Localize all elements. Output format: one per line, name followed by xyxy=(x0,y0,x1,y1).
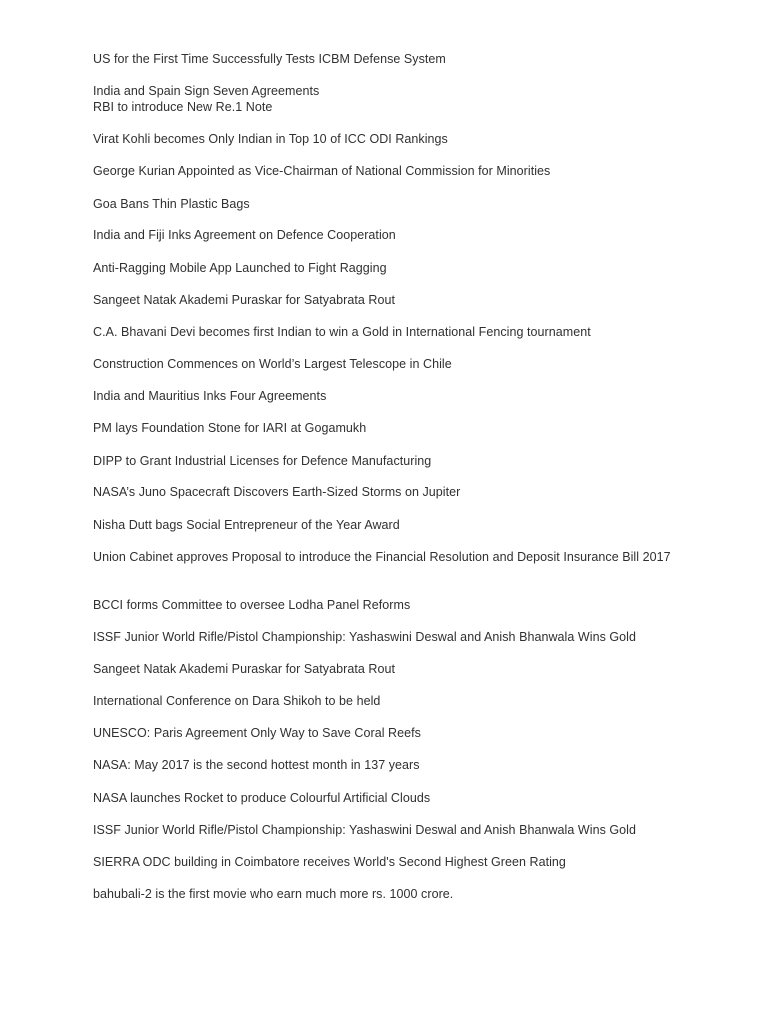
headline: RBI to introduce New Re.1 Note xyxy=(93,100,273,114)
headline: Union Cabinet approves Proposal to introduce the Financial Resolution and Deposit Insurance Bill 2017 xyxy=(93,550,671,564)
headline: NASA launches Rocket to produce Colourful Artificial Clouds xyxy=(93,791,431,805)
headline: International Conference on Dara Shikoh to be held xyxy=(93,694,381,708)
headline: BCCI forms Committee to oversee Lodha Panel Reforms xyxy=(93,598,411,612)
headline: ISSF Junior World Rifle/Pistol Championship: Yashaswini Deswal and Anish Bhanwala Wins Gold xyxy=(93,630,636,644)
headline: NASA’s Juno Spacecraft Discovers Earth-Sized Storms on Jupiter xyxy=(93,485,461,499)
headline: DIPP to Grant Industrial Licenses for Defence Manufacturing xyxy=(93,454,432,468)
headline: C.A. Bhavani Devi becomes first Indian to win a Gold in International Fencing tournament xyxy=(93,325,591,339)
headline: Nisha Dutt bags Social Entrepreneur of the Year Award xyxy=(93,518,400,532)
headline: ISSF Junior World Rifle/Pistol Championship: Yashaswini Deswal and Anish Bhanwala Wins Gold xyxy=(93,823,636,837)
headline: UNESCO: Paris Agreement Only Way to Save Coral Reefs xyxy=(93,726,421,740)
headline: India and Spain Sign Seven Agreements xyxy=(93,84,320,98)
headline: Construction Commences on World’s Largest Telescope in Chile xyxy=(93,357,452,371)
headline: NASA: May 2017 is the second hottest month in 137 years xyxy=(93,758,420,772)
headline: Anti-Ragging Mobile App Launched to Fight Ragging xyxy=(93,261,387,275)
headline: India and Mauritius Inks Four Agreements xyxy=(93,389,327,403)
headline: Sangeet Natak Akademi Puraskar for Satyabrata Rout xyxy=(93,293,395,307)
headline: SIERRA ODC building in Coimbatore receives World's Second Highest Green Rating xyxy=(93,855,566,869)
headline: Virat Kohli becomes Only Indian in Top 10 of ICC ODI Rankings xyxy=(93,132,448,146)
headline: Goa Bans Thin Plastic Bags xyxy=(93,197,250,211)
headline: US for the First Time Successfully Tests ICBM Defense System xyxy=(93,52,446,66)
headline: bahubali-2 is the first movie who earn much more rs. 1000 crore. xyxy=(93,887,454,901)
headline: PM lays Foundation Stone for IARI at Gogamukh xyxy=(93,421,367,435)
headline: George Kurian Appointed as Vice-Chairman of National Commission for Minorities xyxy=(93,164,551,178)
headline: Sangeet Natak Akademi Puraskar for Satyabrata Rout xyxy=(93,662,395,676)
headline: India and Fiji Inks Agreement on Defence Cooperation xyxy=(93,228,396,242)
